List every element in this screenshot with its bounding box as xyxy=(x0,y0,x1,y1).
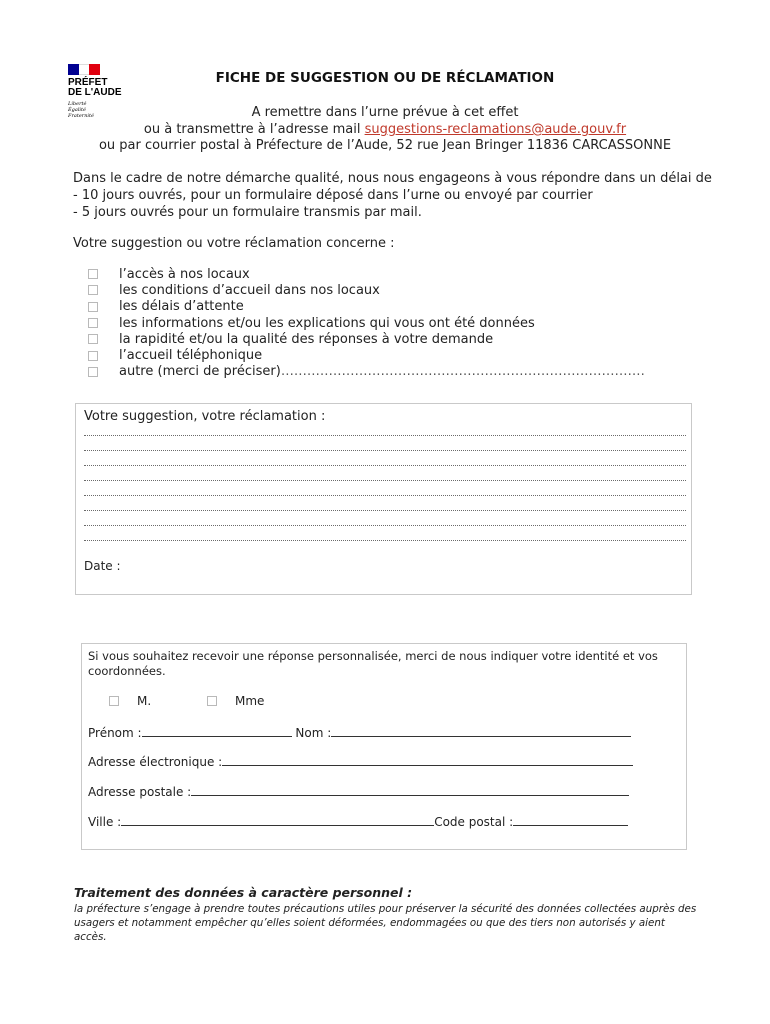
checkbox[interactable] xyxy=(88,334,98,344)
postal-label: Adresse postale : xyxy=(88,785,192,799)
page-title: FICHE DE SUGGESTION OU DE RÉCLAMATION xyxy=(215,70,555,86)
writing-line[interactable] xyxy=(84,479,686,481)
suggestion-box xyxy=(75,403,692,595)
civility-m xyxy=(109,694,151,708)
intro-line-3: - 5 jours ouvrés pour un formulaire transmis par mail. xyxy=(73,205,422,220)
option-acces-locaux xyxy=(88,266,645,282)
cp-label: Code postal : xyxy=(434,815,514,829)
writing-line[interactable] xyxy=(84,434,686,436)
checkbox[interactable] xyxy=(88,269,98,279)
civility-mme-label: Mme xyxy=(235,694,265,708)
logo-name-line2: DE L'AUDE xyxy=(68,87,122,98)
instruction-line-3: ou par courrier postal à Préfecture de l’Aude, 52 rue Jean Bringer 11836 CARCASSONNE xyxy=(98,138,672,153)
ville-field[interactable] xyxy=(121,813,434,826)
intro-paragraph xyxy=(73,170,712,221)
option-accueil-telephonique xyxy=(88,347,645,363)
suggestion-label: Votre suggestion, votre réclamation : xyxy=(84,409,326,424)
logo-motto-line2: Égalité xyxy=(68,107,86,113)
option-label: autre (merci de préciser) xyxy=(119,364,281,380)
intro-line-1: Dans le cadre de notre démarche qualité, nous nous engageons à vous répondre dans un délai de xyxy=(73,171,712,186)
civility-mme xyxy=(207,694,264,708)
identity-intro: Si vous souhaitez recevoir une réponse personnalisée, merci de nous indiquer votre identité et vos coordonnées. xyxy=(88,649,658,678)
writing-line[interactable] xyxy=(84,524,686,526)
option-informations xyxy=(88,315,645,331)
checkbox[interactable] xyxy=(88,285,98,295)
option-label: les conditions d’accueil dans nos locaux xyxy=(119,282,380,298)
postal-field[interactable] xyxy=(191,783,629,796)
option-rapidite-qualite xyxy=(88,331,645,347)
checkbox[interactable] xyxy=(88,351,98,361)
instruction-line-2 xyxy=(0,122,770,137)
nom-label: Nom : xyxy=(295,726,332,740)
checkbox[interactable] xyxy=(88,367,98,377)
checkbox[interactable] xyxy=(88,318,98,328)
logo-motto-line3: Fraternité xyxy=(68,113,94,119)
rgpd-text: la préfecture s’engage à prendre toutes précautions utiles pour préserver la sécurité des données collectées auprès des usagers et notamment empêcher qu’elles soient déformées, endommagées ou que des tiers non autorisés y aient accès. xyxy=(74,903,697,943)
checkbox-mme[interactable] xyxy=(207,696,217,706)
email-row xyxy=(88,753,633,769)
option-label: l’accueil téléphonique xyxy=(119,348,263,364)
checkbox[interactable] xyxy=(88,302,98,312)
cp-field[interactable] xyxy=(513,813,628,826)
writing-line[interactable] xyxy=(84,464,686,466)
option-delais-attente xyxy=(88,299,645,315)
intro-line-2: - 10 jours ouvrés, pour un formulaire déposé dans l’urne ou envoyé par courrier xyxy=(73,188,593,203)
option-label: la rapidité et/ou la qualité des réponses à votre demande xyxy=(119,331,494,347)
writing-line[interactable] xyxy=(84,509,686,511)
prenom-field[interactable] xyxy=(142,724,292,737)
city-row xyxy=(88,813,628,829)
instruction-line-2-prefix: ou à transmettre à l’adresse mail xyxy=(143,122,365,137)
option-label: l’accès à nos locaux xyxy=(119,266,250,282)
option-conditions-accueil xyxy=(88,282,645,298)
concern-options xyxy=(88,266,645,380)
name-row xyxy=(88,724,631,740)
email-link[interactable]: suggestions-reclamations@aude.gouv.fr xyxy=(364,122,627,137)
rgpd-title: Traitement des données à caractère personnel : xyxy=(74,885,413,900)
email-label: Adresse électronique : xyxy=(88,755,223,769)
ville-label: Ville : xyxy=(88,815,122,829)
prenom-label: Prénom : xyxy=(88,726,142,740)
email-field[interactable] xyxy=(222,753,633,766)
concerne-label: Votre suggestion ou votre réclamation concerne : xyxy=(73,236,395,251)
identity-box xyxy=(81,643,687,850)
option-label: les délais d’attente xyxy=(119,299,244,315)
civility-m-label: M. xyxy=(137,694,152,708)
option-autre xyxy=(88,364,645,380)
option-label: les informations et/ou les explications qui vous ont été données xyxy=(119,315,535,331)
checkbox-m[interactable] xyxy=(109,696,119,706)
writing-line[interactable] xyxy=(84,539,686,541)
other-details-field[interactable]: ………………………………………………………………………… xyxy=(280,364,645,380)
writing-line[interactable] xyxy=(84,494,686,496)
postal-row xyxy=(88,783,629,799)
nom-field[interactable] xyxy=(331,724,631,737)
logo-name-line1: PRÉFET xyxy=(68,77,108,88)
logo-motto-line1: Liberté xyxy=(68,101,87,107)
instruction-line-1: A remettre dans l’urne prévue à cet effet xyxy=(251,105,519,120)
writing-line[interactable] xyxy=(84,449,686,451)
date-label: Date : xyxy=(84,559,121,573)
